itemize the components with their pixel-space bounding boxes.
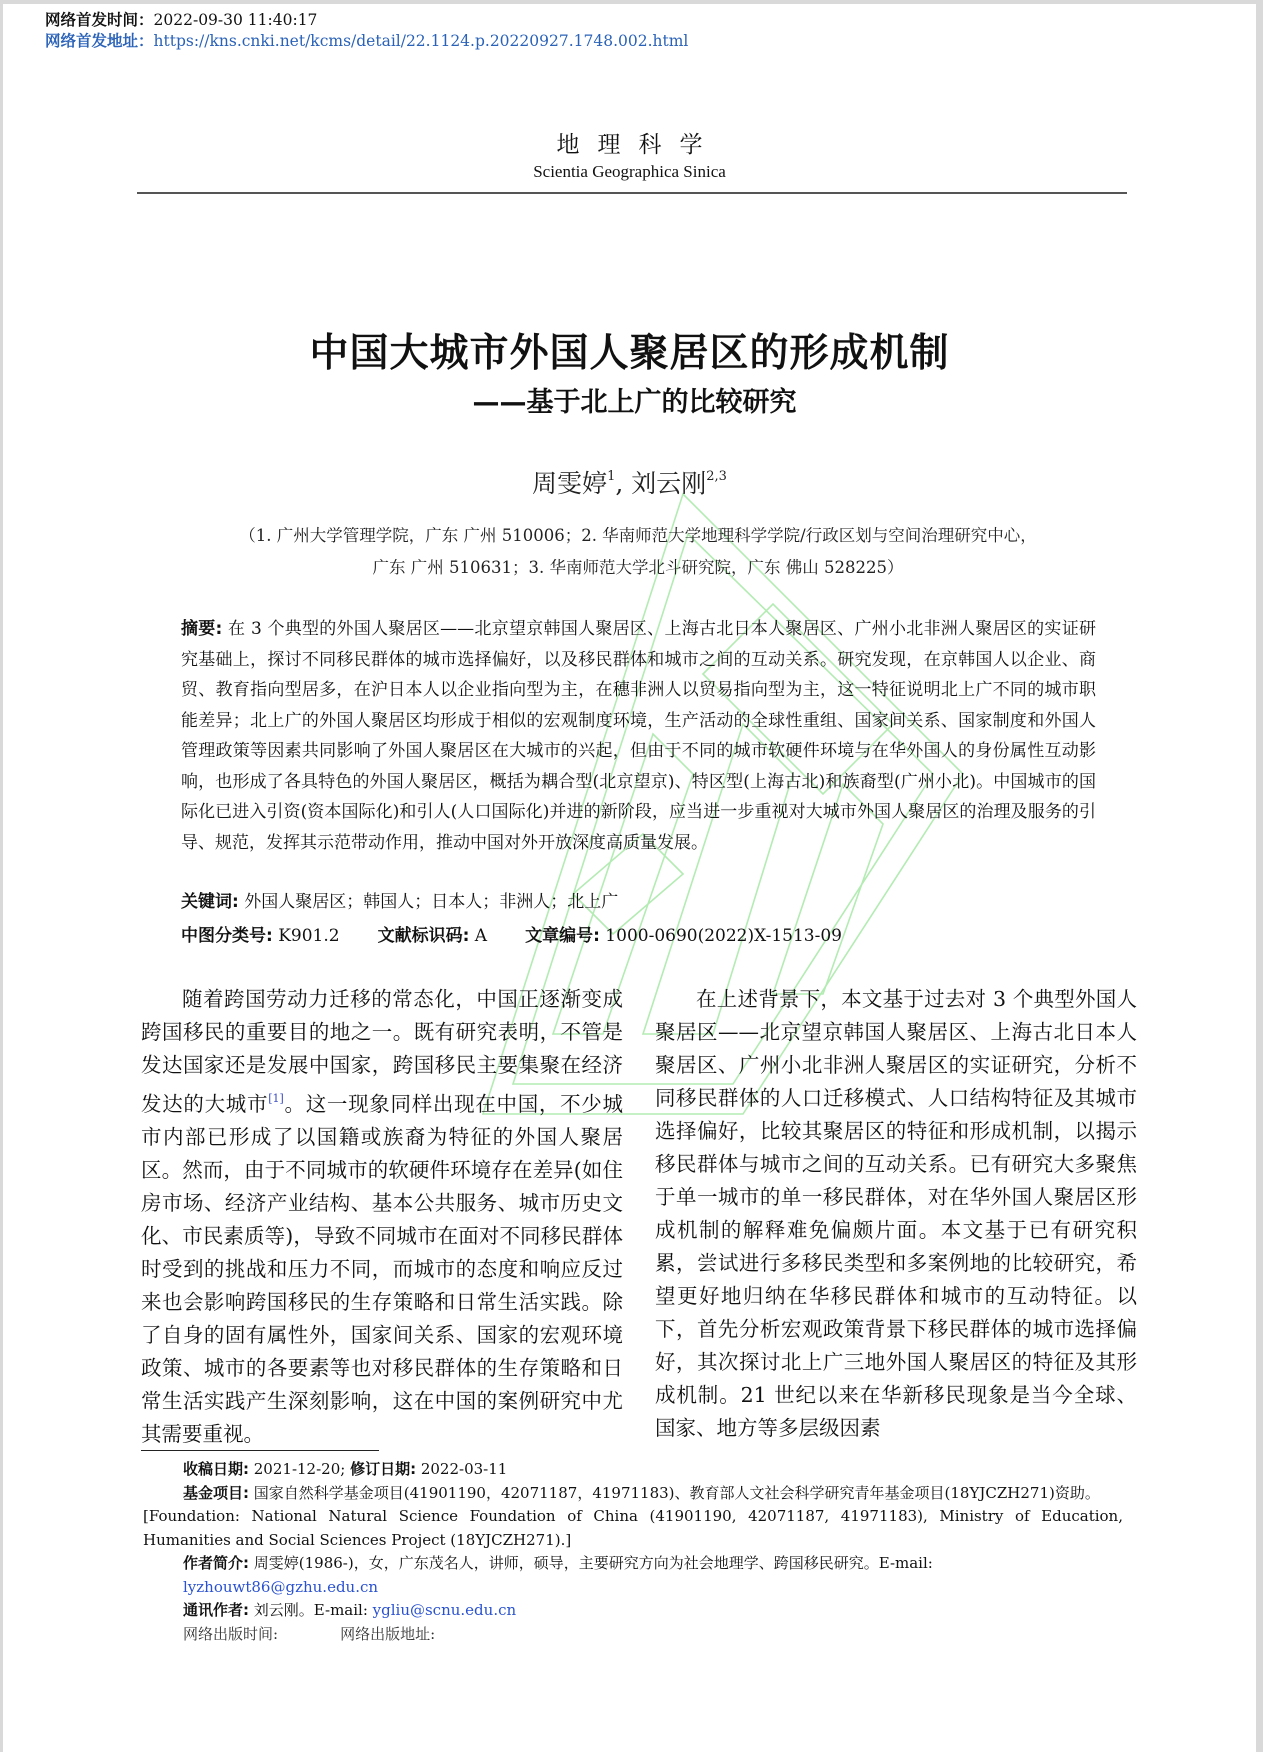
citation-link[interactable]: [1] <box>268 1092 284 1105</box>
footnote-author-bio <box>143 1552 1123 1599</box>
abstract-label: 摘要: <box>181 619 223 639</box>
first-publication-time-label: 网络首发时间： <box>45 11 154 29</box>
first-publication-address-link[interactable]: https://kns.cnki.net/kcms/detail/22.1124.p.20220927.1748.002.html <box>153 32 689 50</box>
clc-value: K901.2 <box>272 926 340 946</box>
body-paragraph <box>141 983 623 1451</box>
doc-code-label: 文献标识码: <box>377 926 470 946</box>
abstract <box>181 614 1096 858</box>
first-publication-time-value: 2022-09-30 11:40:17 <box>153 11 318 29</box>
received-value: 2021-12-20; <box>249 1460 351 1478</box>
author-name: 周雯婷 <box>532 469 608 498</box>
revised-value: 2022-03-11 <box>416 1460 508 1478</box>
affiliations-line: （1. 广州大学管理学院，广东 广州 510006；2. 华南师范大学地理科学学院/行政区划与空间治理研究中心， <box>239 526 1037 545</box>
journal-name-cn: 地理科学 <box>556 132 721 158</box>
keywords-text: 外国人聚居区；韩国人；日本人；非洲人；北上广 <box>238 892 619 912</box>
article-no-label: 文章编号: <box>525 926 600 946</box>
fund-value: 国家自然科学基金项目(41901190，42071187，41971183)、教育部人文社会科学研究青年基金项目(18YJCZH271)资助。 <box>249 1483 1100 1502</box>
corr-value: 刘云刚。E-mail: <box>249 1601 373 1619</box>
first-publication-info <box>45 10 688 52</box>
pdf-page <box>3 4 1256 1752</box>
body-column-left <box>141 983 623 1451</box>
affiliations-line: 广东 广州 510631；3. 华南师范大学北斗研究院，广东 佛山 528225） <box>372 558 904 577</box>
classification-info <box>181 921 842 946</box>
author-affil-mark: 2,3 <box>706 469 727 484</box>
fund-label: 基金项目: <box>183 1483 249 1502</box>
footnote-dates <box>143 1458 1123 1482</box>
bio-email-link[interactable]: lyzhouwt86@gzhu.edu.cn <box>183 1577 379 1596</box>
bio-label: 作者简介: <box>183 1554 249 1572</box>
author-affil-mark: 1 <box>607 469 616 484</box>
bio-value: 周雯婷(1986-)，女，广东茂名人，讲师，硕导，主要研究方向为社会地理学、跨国移民研究。E-mail: <box>249 1554 933 1572</box>
author-name: 刘云刚 <box>631 469 707 498</box>
footnote-fund-en: [Foundation: National Natural Science Foundation of China (41901190, 42071187, 41971183), Ministry of Education, Humanities and Social Sciences Project (18YJCZH271).] <box>143 1507 1123 1549</box>
corr-email-link[interactable]: ygliu@scnu.edu.cn <box>372 1601 517 1619</box>
doc-code-value: A <box>469 926 488 946</box>
received-label: 收稿日期: <box>183 1460 249 1478</box>
article-subtitle: ——基于北上广的比较研究 <box>472 387 797 418</box>
article-no-value: 1000-0690(2022)X-1513-09 <box>599 926 842 946</box>
body-column-right <box>655 983 1137 1445</box>
affiliations <box>183 520 1093 584</box>
footnote-net-publication <box>143 1623 1123 1647</box>
clc-label: 中图分类号: <box>181 926 273 946</box>
revised-label: 修订日期: <box>350 1460 417 1478</box>
first-publication-address-label: 网络首发地址： <box>45 32 154 50</box>
first-publication-time <box>45 10 688 31</box>
journal-name-en: Scientia Geographica Sinica <box>533 162 726 181</box>
author-list <box>3 464 1256 500</box>
first-publication-address <box>45 31 688 52</box>
footnote-rule <box>141 1450 379 1451</box>
header-rule <box>137 192 1127 194</box>
footnote-fund <box>143 1482 1123 1506</box>
body-paragraph: 在上述背景下，本文基于过去对 3 个典型外国人聚居区——北京望京韩国人聚居区、上海古北日本人聚居区、广州小北非洲人聚居区的实证研究，分析不同移民群体的人口迁移模式、人口结构特征及其城市选择偏好，比较其聚居区的特征和形成机制，以揭示移民群体与城市之间的互动关系。已有研究大多聚焦于单一城市的单一移民群体，对在华外国人聚居区形成机制的解释难免偏颇片面。本文基于已有研究积累，尝试进行多移民类型和多案例地的比较研究，希望更好地归纳在华移民群体和城市的互动特征。以下，首先分析宏观政策背景下移民群体的城市选择偏好，其次探讨北上广三地外国人聚居区的特征及其形成机制。21 世纪以来在华新移民现象是当今全球、国家、地方等多层级因素 <box>655 987 1137 1440</box>
net-time-label: 网络出版时间: <box>183 1624 279 1643</box>
footnote-corresponding <box>143 1599 1123 1623</box>
body-text: 。这一现象同样出现在中国，不少城市内部已形成了以国籍或族裔为特征的外国人聚居区。然而，由于不同城市的软硬件环境存在差异(如住房市场、经济产业结构、基本公共服务、城市历史文化、市民素质等)，导致不同城市在面对不同移民群体时受到的挑战和压力不同，而城市的态度和响应反过来也会影响跨国移民的生存策略和日常生活实践。除了自身的固有属性外，国家间关系、国家的宏观环境政策、城市的各要素等也对移民群体的生存策略和日常生活实践产生深刻影响，这在中国的案例研究中尤其需要重视。 <box>141 1092 624 1446</box>
net-addr-label: 网络出版地址: <box>340 1624 436 1643</box>
keywords-label: 关键词: <box>181 892 239 912</box>
article-title: 中国大城市外国人聚居区的形成机制 <box>309 331 950 376</box>
keywords <box>181 887 618 912</box>
abstract-text: 在 3 个典型的外国人聚居区——北京望京韩国人聚居区、上海古北日本人聚居区、广州小北非洲人聚居区的实证研究基础上，探讨不同移民群体的城市选择偏好，以及移民群体和城市之间的互动关系。研究发现，在京韩国人以企业、商贸、教育指向型居多，在沪日本人以企业指向型为主，在穗非洲人以贸易指向型为主，这一特征说明北上广不同的城市职能差异；北上广的外国人聚居区均形成于相似的宏观制度环境，生产活动的全球性重组、国家间关系、国家制度和外国人管理政策等因素共同影响了外国人聚居区在大城市的兴起，但由于不同的城市软硬件环境与在华外国人的身份属性互动影响，也形成了各具特色的外国人聚居区，概括为耦合型(北京望京)、特区型(上海古北)和族裔型(广州小北)。中国城市的国际化已进入引资(资本国际化)和引人(人口国际化)并进的新阶段，应当进一步重视对大城市外国人聚居区的治理及服务的引导、规范，发挥其示范带动作用，推动中国对外开放深度高质量发展。 <box>181 619 1096 853</box>
body-text: 随着跨国劳动力迁移的常态化，中国正逐渐变成跨国移民的重要目的地之一。既有研究表明，不管是发达国家还是发展中国家，跨国移民主要集聚在经济发达的大城市 <box>141 987 623 1116</box>
footnotes <box>143 1458 1123 1646</box>
author-separator: , <box>615 469 624 498</box>
corr-label: 通讯作者: <box>183 1601 249 1619</box>
